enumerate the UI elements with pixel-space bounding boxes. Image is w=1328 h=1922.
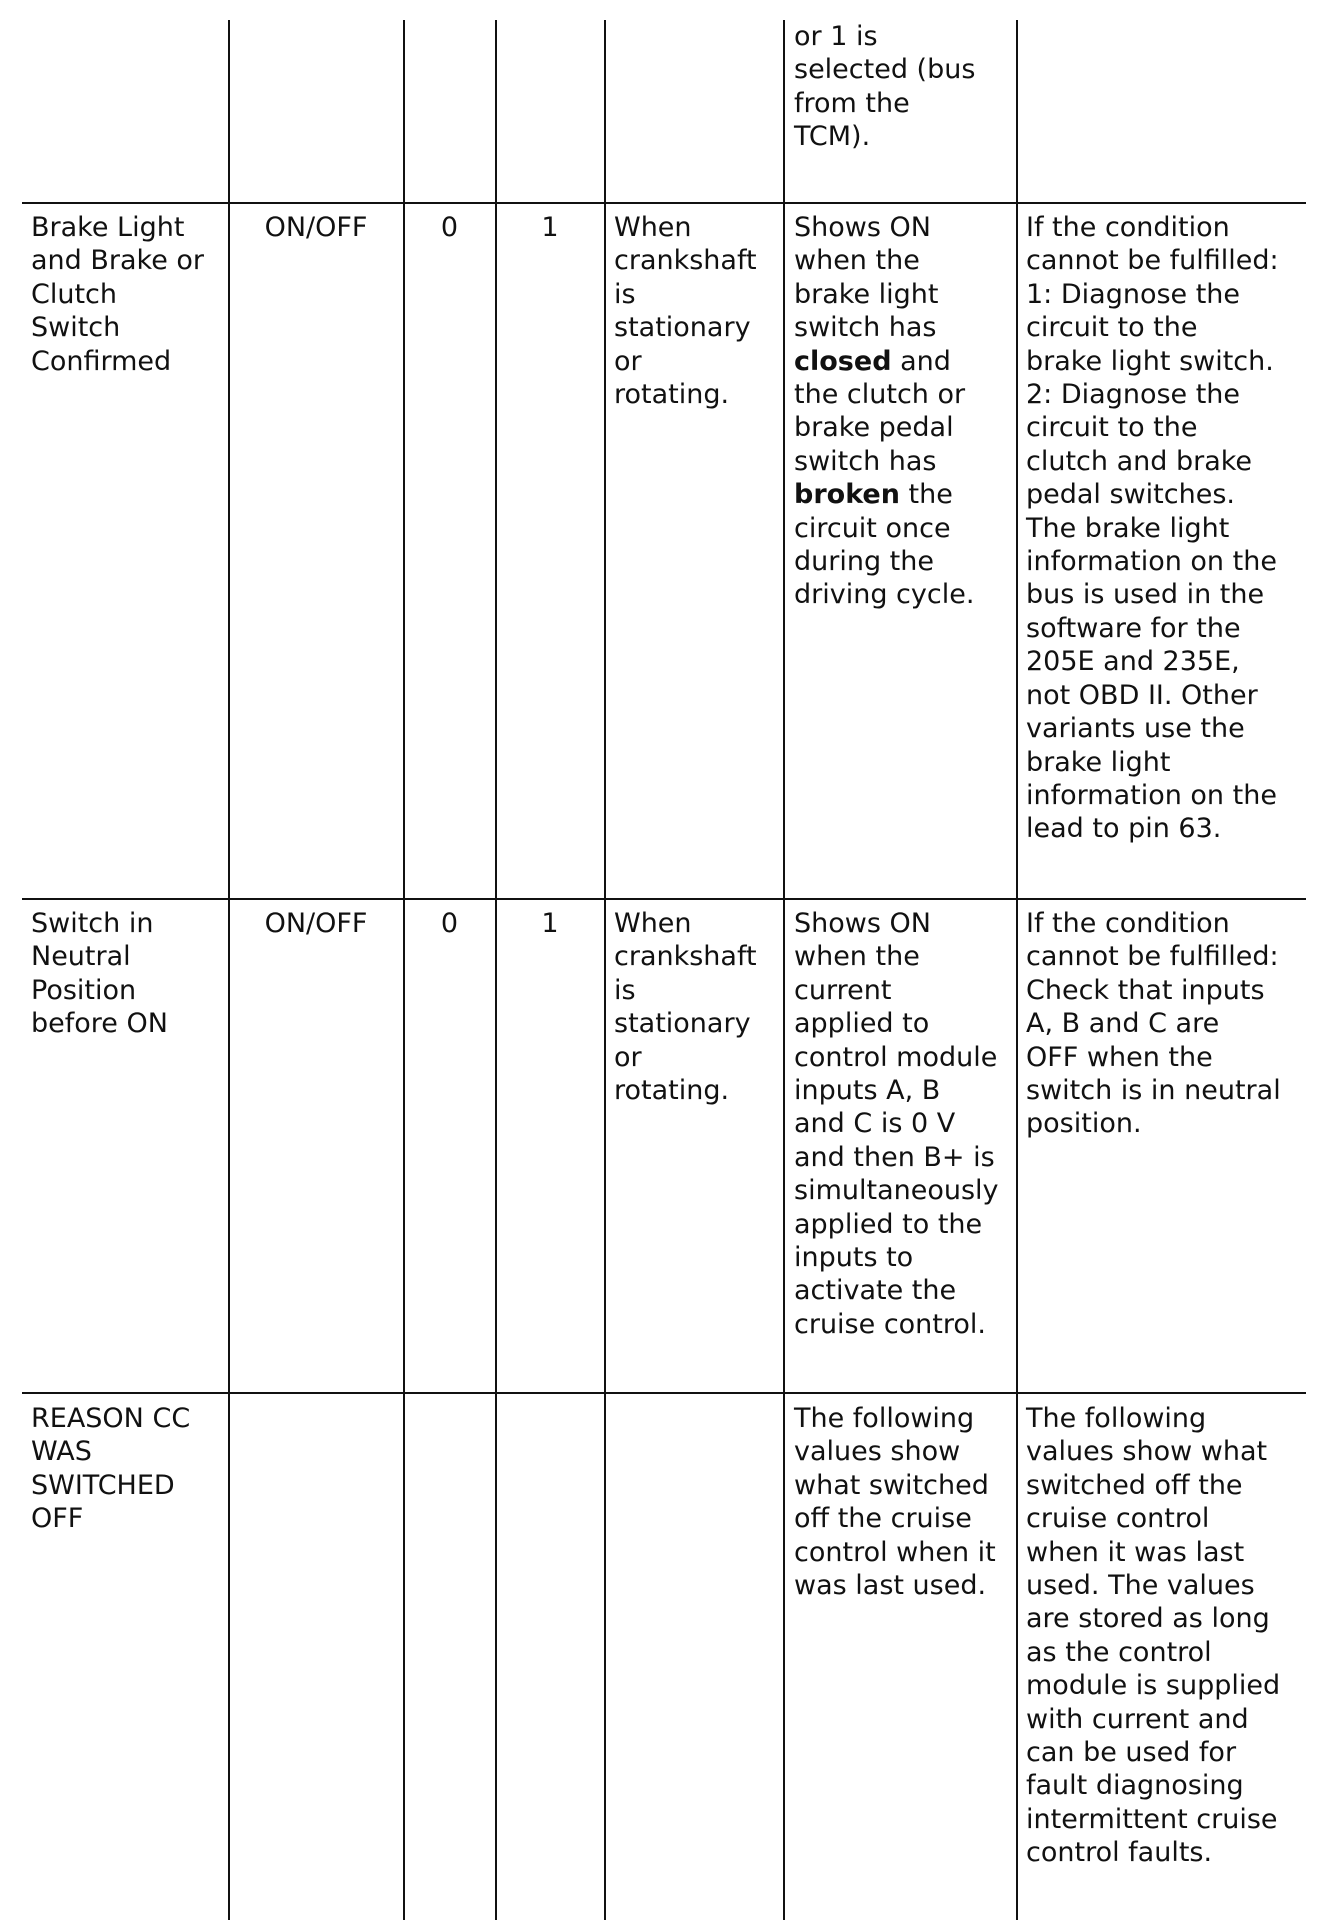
max-value: 1 bbox=[541, 212, 559, 243]
continuation-expected-text: or 1 is selected (bus from the TCM). bbox=[794, 21, 976, 153]
expected-text-part: Shows ON when the brake light switch has bbox=[794, 212, 939, 344]
remarks-text: If the condition cannot be fulfilled: Check that inputs A, B and C are OFF when the switch is in neutral position. bbox=[1026, 908, 1281, 1140]
column-divider bbox=[604, 20, 606, 1920]
min-value: 0 bbox=[440, 908, 459, 939]
row-divider bbox=[22, 1392, 1306, 1394]
condition-text: When crankshaft is stationary or rotating. bbox=[614, 908, 757, 1107]
remarks-text: The following values show what switched off the cruise control when it was last used. The values are stored as long as the control module is supplied with current and can be used for fault diagnosing intermittent cruise control faults. bbox=[1026, 1403, 1281, 1869]
parameter-name: Brake Light and Brake or Clutch Switch Confirmed bbox=[31, 212, 205, 377]
expected-text: The following values show what switched off the cruise control when it was last used. bbox=[794, 1403, 996, 1602]
expected-text-part: the circuit once during the driving cycle. bbox=[794, 479, 975, 611]
column-divider bbox=[1016, 20, 1018, 1920]
expected-text: Shows ON when the current applied to control module inputs A, B and C is 0 V and then B+ is simultaneously applied to the inputs to activate the cruise control. bbox=[794, 908, 999, 1340]
row-divider bbox=[22, 202, 1306, 204]
expected-text-bold: closed bbox=[794, 345, 892, 377]
expected-text-part: and the clutch or brake pedal switch has bbox=[794, 345, 966, 477]
expected-text-bold: broken bbox=[794, 479, 900, 511]
expected-text bbox=[794, 211, 1014, 612]
unit-value: ON/OFF bbox=[264, 908, 368, 939]
parameter-name: Switch in Neutral Position before ON bbox=[31, 908, 168, 1040]
row-divider bbox=[22, 898, 1306, 900]
max-value: 1 bbox=[541, 908, 559, 939]
column-divider bbox=[228, 20, 230, 1920]
column-divider bbox=[495, 20, 497, 1920]
column-divider bbox=[403, 20, 405, 1920]
condition-text: When crankshaft is stationary or rotating. bbox=[614, 212, 757, 411]
parameter-name: REASON CC WAS SWITCHED OFF bbox=[31, 1403, 191, 1535]
min-value: 0 bbox=[440, 212, 459, 243]
unit-value: ON/OFF bbox=[264, 212, 368, 243]
remarks-text: If the condition cannot be fulfilled: 1: Diagnose the circuit to the brake light switch. 2: Diagnose the circuit to the clutch and brake pedal switches. The brake light information on the bus is used in the software for the 205E and 235E, not OBD II. Other variants use the brake light information on the lead to pin 63. bbox=[1026, 212, 1279, 845]
column-divider bbox=[783, 20, 785, 1920]
